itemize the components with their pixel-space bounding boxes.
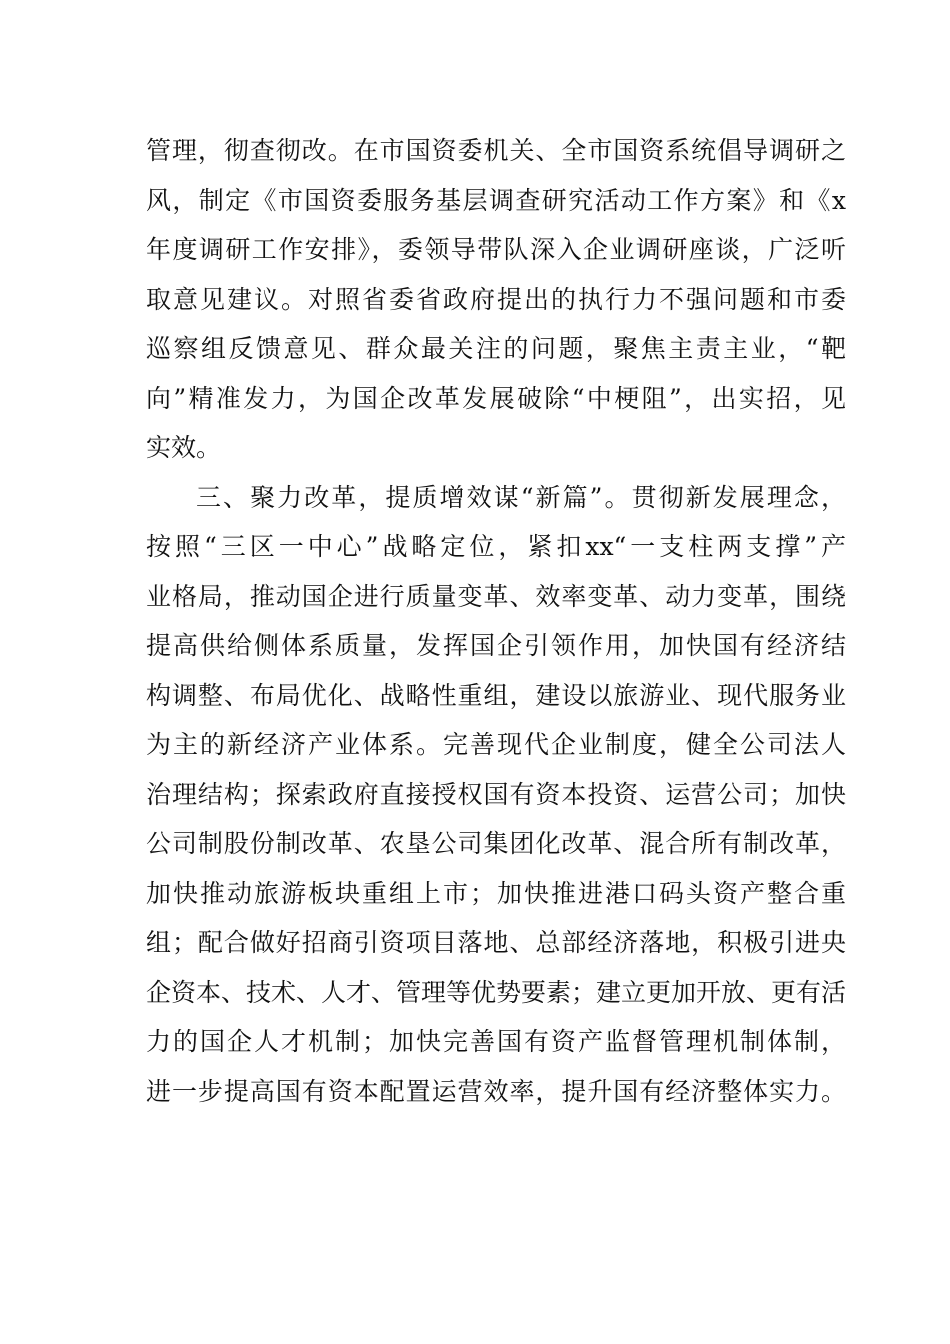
paragraph-line: 取意见建议。对照省委省政府提出的执行力不强问题和市委 — [146, 284, 846, 314]
paragraph-line: 提高供给侧体系质量，发挥国企引领作用，加快国有经济结 — [146, 631, 846, 660]
paragraph-line: 力的国企人才机制；加快完善国有资产监督管理机制体制， — [146, 1027, 846, 1056]
paragraph-line: 治理结构；探索政府直接授权国有资本投资、运营公司；加快 — [146, 779, 846, 809]
paragraph-line: 巡察组反馈意见、群众最关注的问题，聚焦主责主业，“靶 — [146, 334, 846, 363]
paragraph-line: 业格局，推动国企进行质量变革、效率变革、动力变革，围绕 — [146, 581, 846, 611]
section-heading-line: 三、聚力改革，提质增效谋“新篇”。贯彻新发展理念， — [196, 482, 846, 512]
paragraph-line: 年度调研工作安排》，委领导带队深入企业调研座谈，广泛听 — [146, 235, 846, 264]
paragraph-line: 按照“三区一中心”战略定位，紧扣xx“一支柱两支撑”产 — [146, 532, 846, 561]
paragraph-line: 风，制定《市国资委服务基层调查研究活动工作方案》和《x — [146, 185, 846, 215]
paragraph-line: 构调整、布局优化、战略性重组，建设以旅游业、现代服务业 — [146, 680, 846, 710]
paragraph-2 — [146, 473, 846, 1117]
paragraph-line: 向”精准发力，为国企改革发展破除“中梗阻”，出实招，见 — [146, 383, 846, 413]
paragraph-line: 管理，彻查彻改。在市国资委机关、全市国资系统倡导调研之 — [146, 136, 846, 165]
paragraph-line: 加快推动旅游板块重组上市；加快推进港口码头资产整合重 — [146, 878, 846, 908]
paragraph-line: 为主的新经济产业体系。完善现代企业制度，健全公司法人 — [146, 730, 846, 759]
paragraph-line: 进一步提高国有资本配置运营效率，提升国有经济整体实力。 — [146, 1076, 846, 1106]
paragraph-1 — [146, 126, 846, 473]
paragraph-line: 企资本、技术、人才、管理等优势要素；建立更加开放、更有活 — [146, 977, 847, 1007]
paragraph-line: 实效。 — [146, 433, 222, 462]
paragraph-line: 公司制股份制改革、农垦公司集团化改革、混合所有制改革， — [146, 829, 846, 858]
document-body — [146, 126, 846, 1116]
paragraph-line: 组；配合做好招商引资项目落地、总部经济落地，积极引进央 — [146, 928, 846, 957]
